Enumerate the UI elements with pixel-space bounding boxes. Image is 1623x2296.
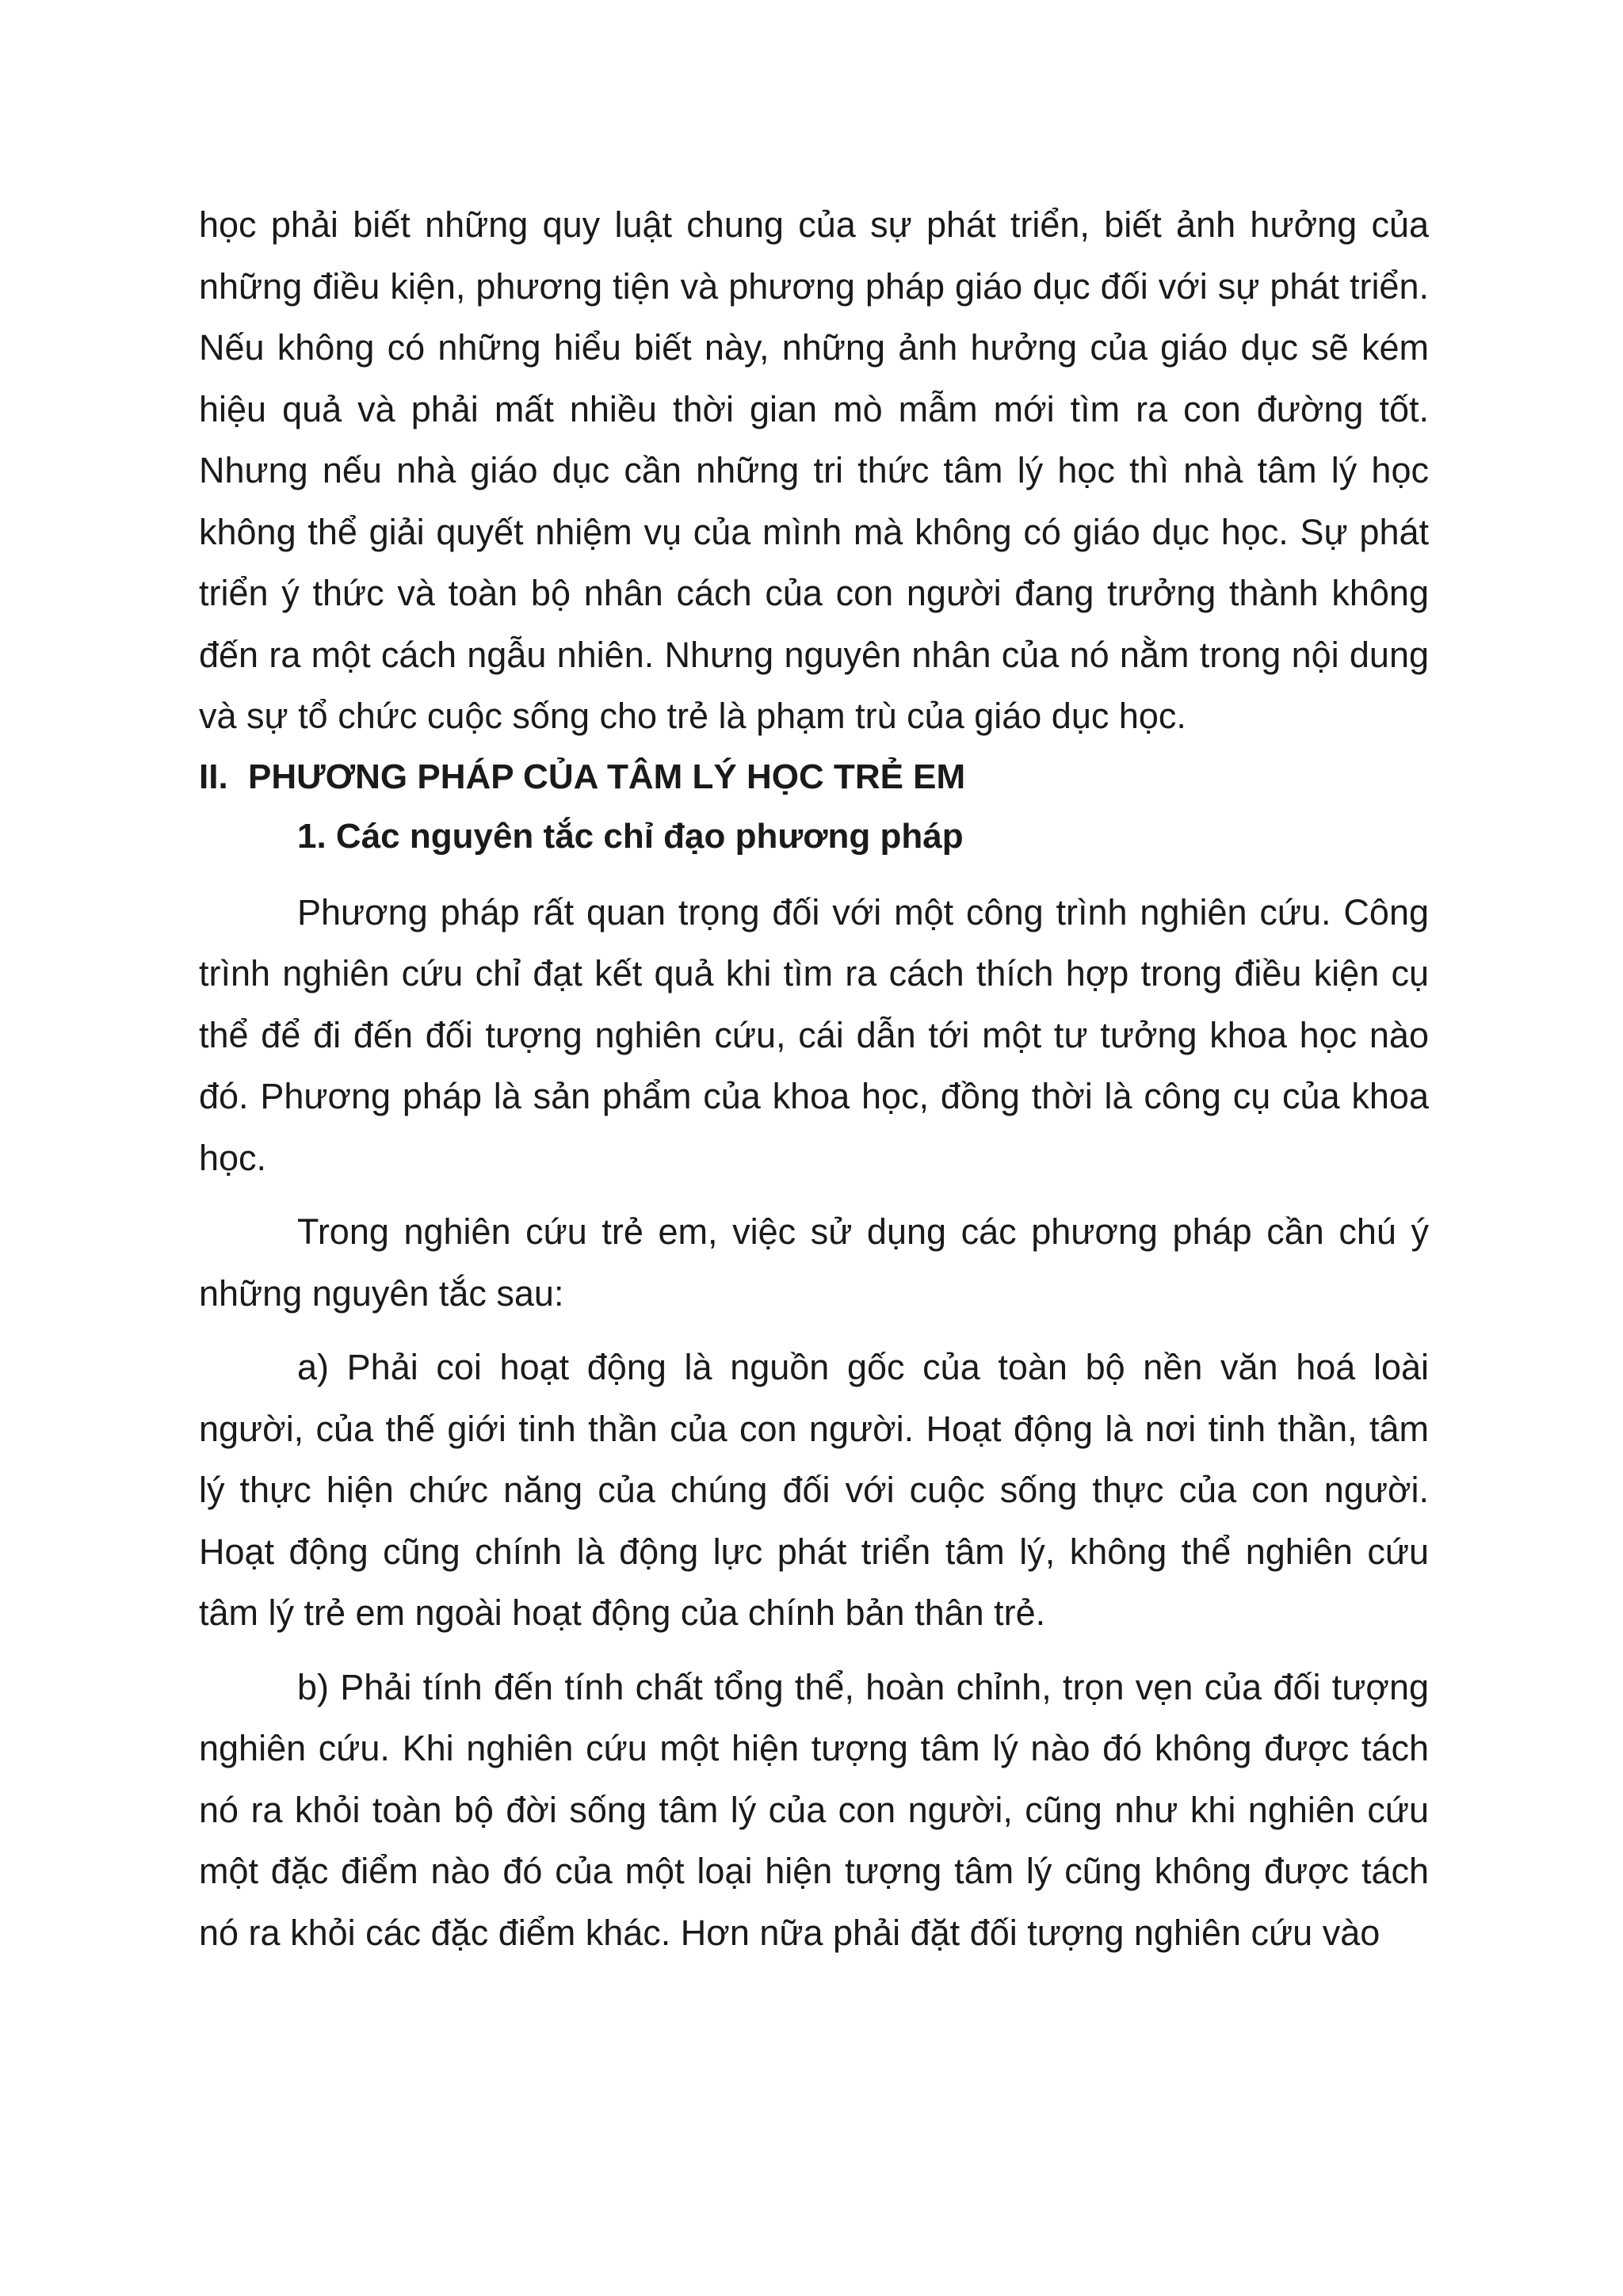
paragraph-principle-a: a) Phải coi hoạt động là nguồn gốc của toàn bộ nền văn hoá loài người, của thế giới tinh thần của con người. Hoạt động là nơi tinh thần, tâm lý thực hiện chức năng của chúng đối với cuộc sống thực của con người. Hoạt động cũng chính là động lực phát triển tâm lý, không thể nghiên cứu tâm lý trẻ em ngoài hoạt động của chính bản thân trẻ. [199,1347,1429,1633]
paragraph-method-importance: Phương pháp rất quan trọng đối với một công trình nghiên cứu. Công trình nghiên cứu chỉ đạt kết quả khi tìm ra cách thích hợp trong điều kiện cụ thể để đi đến đối tượng nghiên cứu, cái dẫn tới một tư tưởng khoa học nào đó. Phương pháp là sản phẩm của khoa học, đồng thời là công cụ của khoa học. [199,891,1429,1178]
section-number: II. [199,757,228,796]
document-page [199,194,1429,1963]
subsection-heading: 1. Các nguyên tắc chỉ đạo phương pháp [297,816,964,856]
paragraph-principle-b: b) Phải tính đến tính chất tổng thể, hoàn chỉnh, trọn vẹn của đối tượng nghiên cứu. Khi nghiên cứu một hiện tượng tâm lý nào đó không được tách nó ra khỏi toàn bộ đời sống tâm lý của con người, cũng như khi nghiên cứu một đặc điểm nào đó của một loại hiện tượng tâm lý cũng không được tách nó ra khỏi các đặc điểm khác. Hơn nữa phải đặt đối tượng nghiên cứu vào [199,1666,1429,1953]
section-heading [199,747,1429,807]
paragraph-principles-intro: Trong nghiên cứu trẻ em, việc sử dụng các phương pháp cần chú ý những nguyên tắc sau: [199,1211,1429,1314]
section-title: PHƯƠNG PHÁP CỦA TÂM LÝ HỌC TRẺ EM [248,757,966,796]
intro-paragraph: học phải biết những quy luật chung của sự phát triển, biết ảnh hưởng của những điều kiện, phương tiện và phương pháp giáo dục đối với sự phát triển. Nếu không có những hiểu biết này, những ảnh hưởng của giáo dục sẽ kém hiệu quả và phải mất nhiều thời gian mò mẫm mới tìm ra con đường tốt. Nhưng nếu nhà giáo dục cần những tri thức tâm lý học thì nhà tâm lý học không thể giải quyết nhiệm vụ của mình mà không có giáo dục học. Sự phát triển ý thức và toàn bộ nhân cách của con người đang trưởng thành không đến ra một cách ngẫu nhiên. Nhưng nguyên nhân của nó nằm trong nội dung và sự tổ chức cuộc sống cho trẻ là phạm trù của giáo dục học. [199,204,1429,736]
